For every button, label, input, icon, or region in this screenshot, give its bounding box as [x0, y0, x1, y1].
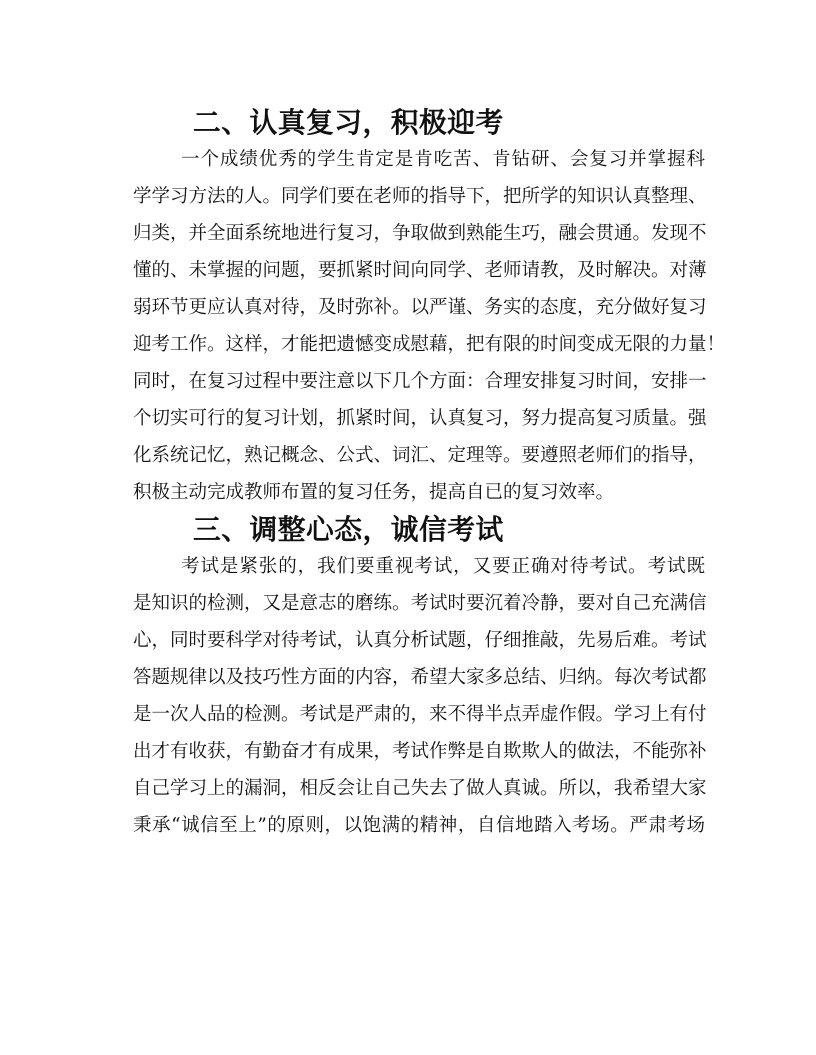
text-line: 个切实可行的复习计划，抓紧时间，认真复习，努力提高复习质量。强: [133, 408, 707, 429]
document-body: [133, 104, 726, 844]
text-line: 同时，在复习过程中要注意以下几个方面：合理安排复习时间，安排一: [133, 371, 707, 392]
section-heading-review: 二、认真复习，积极迎考: [193, 106, 504, 139]
section-heading-integrity: 三、调整心态，诚信考试: [193, 513, 504, 546]
text-line: 积极主动完成教师布置的复习任务，提高自已的复习效率。: [133, 482, 615, 503]
text-line: 一个成绩优秀的学生肯定是肯吃苦、肯钻研、会复习并掌握科: [181, 149, 705, 170]
text-line: 出才有收获，有勤奋才有成果，考试作弊是自欺欺人的做法，不能弥补: [133, 741, 707, 762]
paragraph-integrity: [133, 548, 705, 844]
text-line: 心，同时要科学对待考试，认真分析试题，仔细推敲，先易后难。考试: [133, 630, 707, 651]
text-line: 学学习方法的人。同学们要在老师的指导下，把所学的知识认真整理、: [133, 186, 707, 207]
text-line: 秉承“诚信至上”的原则，以饱满的精神，自信地踏入考场。严肃考场: [133, 815, 705, 836]
text-line: 是一次人品的检测。考试是严肃的，来不得半点弄虚作假。学习上有付: [133, 704, 707, 725]
text-line: 自己学习上的漏洞，相反会让自己失去了做人真诚。所以，我希望大家: [133, 778, 707, 799]
paragraph-review: [133, 141, 726, 511]
text-line: 答题规律以及技巧性方面的内容，希望大家多总结、归纳。每次考试都: [133, 667, 707, 688]
text-line: 迎考工作。这样，才能把遗憾变成慰藉，把有限的时间变成无限的力量！: [133, 334, 726, 355]
text-line: 归类，并全面系统地进行复习，争取做到熟能生巧，融会贯通。发现不: [133, 223, 707, 244]
text-line: 考试是紧张的，我们要重视考试，又要正确对待考试。考试既: [181, 556, 705, 577]
text-line: 化系统记忆，熟记概念、公式、词汇、定理等。要遵照老师们的指导，: [133, 445, 707, 466]
text-line: 懂的、未掌握的问题，要抓紧时间向同学、老师请教，及时解决。对薄: [133, 260, 707, 281]
text-line: 是知识的检测，又是意志的磨练。考试时要沉着冷静，要对自己充满信: [133, 593, 707, 614]
text-line: 弱环节更应认真对待，及时弥补。以严谨、务实的态度，充分做好复习: [133, 297, 707, 318]
